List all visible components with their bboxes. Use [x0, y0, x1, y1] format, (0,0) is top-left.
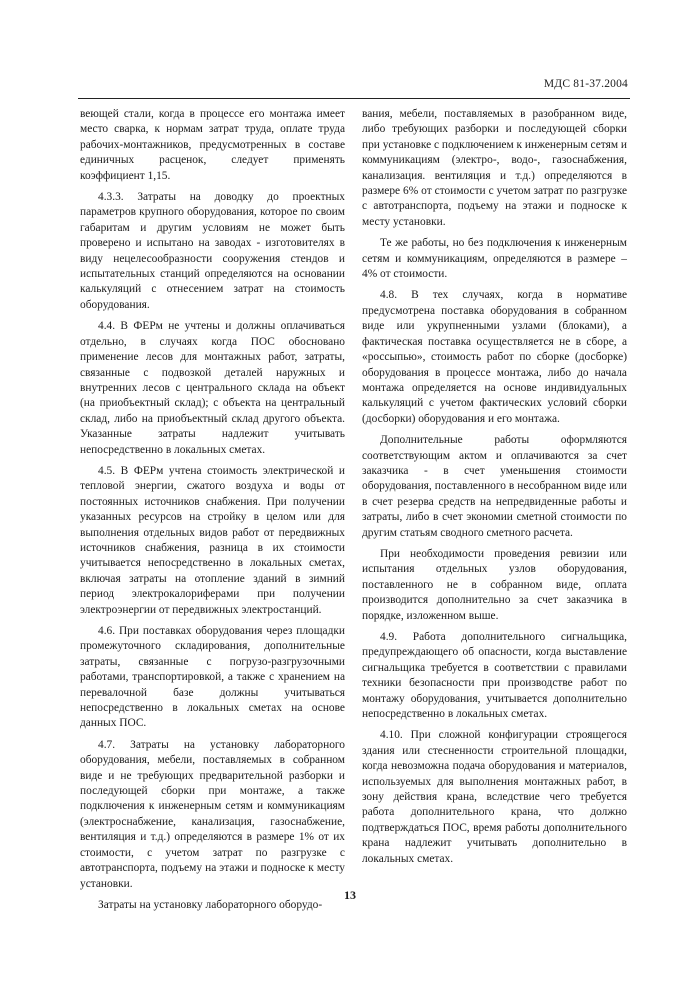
- paragraph-4-10: 4.10. При сложной конфигурации строящегося здания или стесненности строительной площадки, когда невозможна подача оборудования и материалов, используемых для выполнения монтажных работ, в зону действия крана, вследствие чего требуется работа дополнительного крана, что должно подтверждаться ПОС, время работы дополнительного крана надлежит учитывать дополнительно в локальных сметах.: [362, 729, 627, 865]
- paragraph: Те же работы, но без подключения к инженерным сетям и коммуникациям, определяются в размере – 4% от стоимости.: [362, 237, 627, 281]
- paragraph: При необходимости проведения ревизии или испытания отдельных узлов оборудования, поставленного не в собранном виде, оплата производится дополнительно за счет заказчика в порядке, изложенном выше.: [362, 547, 627, 622]
- paragraph: Затраты на установку лабораторного оборудо-: [98, 898, 323, 911]
- paragraph-4-3-3: 4.3.3. Затраты на доводку до проектных параметров крупного оборудования, которое по своим габаритам и другим условиям не может быть проверено и испытано на заводах - изготовителях в виду нецелесообразности сооружения стендов и испытательных станций определяются на основании калькуляций с отнесением затрат на стоимость оборудования.: [80, 191, 345, 311]
- page-number: 13: [344, 888, 356, 902]
- paragraph: вания, мебели, поставляемых в разобранном виде, либо требующих разборки и последующей сборки при установке с подключением к инженерным сетям и коммуникациям (электро-, водо-, газоснабжения, канализация. вентиляция и т.д.) определяются в размере 6% от стоимости с учетом затрат по разгрузке с автотранспорта, подъему на этажи и подноске к месту установки.: [362, 108, 627, 228]
- paragraph-4-4: 4.4. В ФЕРм не учтены и должны оплачиваться отдельно, в случаях когда ПОС обосновано применение лесов для монтажных работ, затраты, связанные с подвозкой деталей наружных и внутренних лесов с центрального склада на объект (на приобъектный склад); с объекта на центральный склад, либо на приобъектный склад другого объекта. Указанные затраты надлежит учитывать непосредственно в локальных сметах.: [80, 320, 345, 456]
- paragraph-4-9: 4.9. Работа дополнительного сигнальщика, предупреждающего об опасности, когда выставление сигнальщика требуется в соответствии с правилами техники безопасности при производстве работ по монтажу оборудования, учитывается дополнительно непосредственно в локальных сметах.: [362, 631, 627, 721]
- header-divider: [78, 98, 630, 99]
- right-text-column: [362, 107, 627, 873]
- paragraph-4-6: 4.6. При поставках оборудования через площадки промежуточного складирования, дополнительные затраты, связанные с погрузо-разгрузочными работами, транспортировкой, а также с хранением на перевалочной базе должны учитываться непосредственно в локальных сметах на основе данных ПОС.: [80, 625, 345, 730]
- document-code: МДС 81-37.2004: [543, 78, 628, 90]
- paragraph: Дополнительные работы оформляются соответствующим актом и оплачиваются за счет заказчика - в счет уменьшения стоимости оборудования, поставленного в несобранном виде или в счет резерва средств на непредвиденные работы и затраты, либо в счет экономии сметной стоимости по другим статьям сводного сметного расчета.: [362, 434, 627, 539]
- paragraph: веющей стали, когда в процессе его монтажа имеет место сварка, к нормам затрат труда, оплате труда рабочих-монтажников, предусмотренных в составе единичных расценок, следует применять коэффициент 1,15.: [80, 108, 345, 182]
- paragraph-4-7: 4.7. Затраты на установку лабораторного оборудования, мебели, поставляемых в собранном виде и не требующих предварительной разборки и последующей сборки при монтаже, а также подключения к инженерным сетям и коммуникациям (электроснабжение, канализация, газоснабжение, вентиляция и т.д.) определяются в размере 1% от их стоимости, с учетом затрат по разгрузке с автотранспорта, подъему на этажи и подноске к месту установки.: [80, 738, 345, 890]
- paragraph-4-8: 4.8. В тех случаях, когда в нормативе предусмотрена поставка оборудования в собранном виде или укрупненными узлами (блоками), а фактическая поставка осуществляется не в сборе, а «россыпью», стоимость работ по сборке (досборке) оборудования в процессе монтажа, либо до начала монтажа определяется на основе индивидуальных калькуляций с учетом фактических условий сборки (досборки) оборудования и его монтажа.: [362, 289, 627, 425]
- left-text-column: [80, 107, 345, 919]
- paragraph-4-5: 4.5. В ФЕРм учтена стоимость электрической и тепловой энергии, сжатого воздуха и воды от постоянных источников снабжения. При получении указанных ресурсов на стройку в целом или для выполнения отдельных видов работ от передвижных источников снабжения, разница в их стоимости учитывается непосредственно в локальных сметах, включая затраты на отопление зданий в зимний период электрокалориферами при получении электроэнергии от передвижных электростанций.: [80, 464, 345, 616]
